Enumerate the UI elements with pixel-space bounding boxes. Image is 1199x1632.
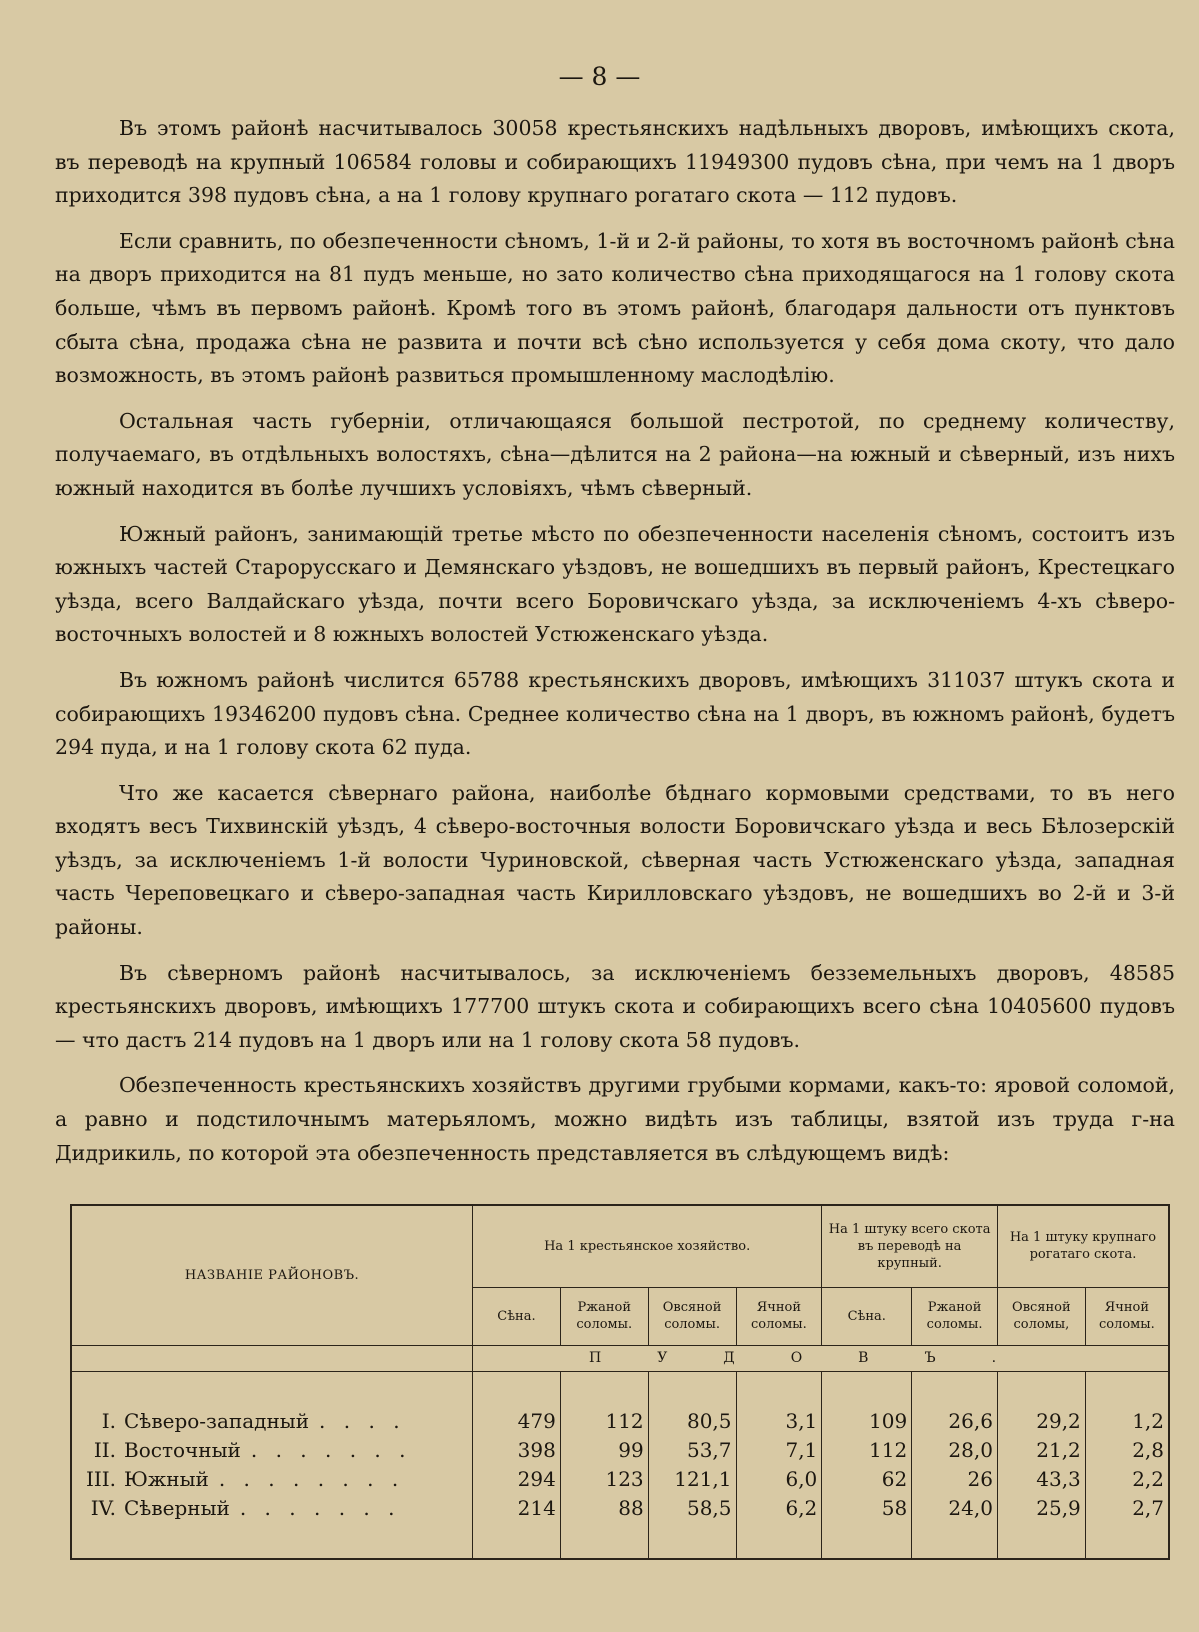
paragraph: Что же касается сѣвернаго района, наиболѣе бѣднаго кормовыми средствами, то въ него входятъ весъ Тихвинскій уѣздъ, 4 сѣверо-восточныя волости Боровичскаго уѣзда и весь Бѣлозерскій уѣздъ, за исключеніемъ 1-й волости Чуриновской, сѣверная часть Устюженскаго уѣзда, западная часть Череповецкаго и сѣверо-западная часть Кирилловскаго уѣздовъ, не вошедшихъ во 2-й и 3-й районы. — [55, 780, 1175, 940]
row-roman: IV. — [90, 1495, 116, 1520]
page-number: — 8 — — [558, 62, 641, 91]
paragraph: Обезпеченность крестьянскихъ хозяйствъ другими грубыми кормами, какъ-то: яровой соломой, а равно и подстилочнымъ матерьяломъ, можно видѣть изъ таблицы, взятой изъ труда г-на Дидрикиль, по которой эта обезпеченность представляется въ слѣдующемъ видѣ: — [55, 1073, 1175, 1165]
paragraph: Въ сѣверномъ районѣ насчитывалось, за исключеніемъ безземельныхъ дворовъ, 48585 крестьянскихъ дворовъ, имѣющихъ 177700 штукъ скота и собирающихъ всего сѣна 10405600 пудовъ — что дастъ 214 пудовъ на 1 дворъ или на 1 голову скота 58 пудовъ. — [55, 960, 1175, 1052]
column-header: Ржаной соломы. — [912, 1287, 998, 1345]
column-header: Овсяной соломы. — [648, 1287, 736, 1345]
leader-dots: . . . . — [319, 1408, 406, 1433]
group-header-per-household: На 1 крестьянское хозяйство. — [473, 1205, 822, 1287]
row-name: Восточный — [124, 1437, 241, 1462]
column-values: 29,2 21,2 43,3 25,9 — [997, 1371, 1085, 1559]
row-roman: II. — [93, 1437, 116, 1462]
group-header-per-livestock: На 1 штуку всего скота въ переводѣ на крупный. — [822, 1205, 998, 1287]
column-values: 3,1 7,1 6,0 6,2 — [736, 1371, 822, 1559]
row-roman: I. — [101, 1408, 116, 1433]
column-header: Овсяной соломы, — [997, 1287, 1085, 1345]
table-row — [76, 1494, 468, 1523]
row-name: Южный — [124, 1466, 209, 1491]
column-header: Сѣна. — [473, 1287, 561, 1345]
blank-cell — [71, 1345, 473, 1371]
group-header-per-cattle: На 1 штуку крупнаго рогатаго скота. — [997, 1205, 1169, 1287]
leader-dots: . . . . . . . . — [218, 1466, 405, 1491]
table-row — [76, 1407, 468, 1436]
column-values: 1,2 2,8 2,2 2,7 — [1085, 1371, 1169, 1559]
column-header: Ячной соломы. — [1085, 1287, 1169, 1345]
column-values: 112 99 123 88 — [560, 1371, 648, 1559]
paragraph: Южный районъ, занимающій третье мѣсто по обезпеченности населенія сѣномъ, состоитъ изъ южныхъ частей Старорусскаго и Демянскаго уѣздовъ, не вошедшихъ въ первый районъ, Крестецкаго уѣзда, всего Валдайскаго уѣзда, почти всего Боровичскаго уѣзда, за исключеніемъ 4-хъ сѣверо-восточныхъ волостей и 8 южныхъ волостей Устюженскаго уѣзда. — [55, 521, 1175, 647]
fodder-table — [70, 1204, 1170, 1560]
column-header: Ржаной соломы. — [560, 1287, 648, 1345]
paragraph: Если сравнить, по обезпеченности сѣномъ, 1-й и 2-й районы, то хотя въ восточномъ районѣ сѣна на дворъ приходится на 81 пудъ меньше, но зато количество сѣна приходящагося на 1 голову скота больше, чѣмъ въ первомъ районѣ. Кромѣ того въ этомъ районѣ, благодаря дальности отъ пунктовъ сбыта сѣна, продажа сѣна не развита и почти всѣ сѣно используется у себя дома скоту, что дало возможность, въ этомъ районѣ развиться промышленному маслодѣлію. — [55, 228, 1175, 388]
paragraph: Остальная часть губерніи, отличающаяся большой пестротой, по среднему количеству, получаемаго, въ отдѣльныхъ волостяхъ, сѣна—дѣлится на 2 района—на южный и сѣверный, изъ нихъ южный находится въ болѣе лучшихъ условіяхъ, чѣмъ сѣверный. — [55, 408, 1175, 500]
region-column-header: НАЗВАНІЕ РАЙОНОВЪ. — [71, 1205, 473, 1345]
row-roman: III. — [85, 1466, 116, 1491]
table-row — [76, 1465, 468, 1494]
column-values: 80,5 53,7 121,1 58,5 — [648, 1371, 736, 1559]
row-name: Сѣверо-западный — [124, 1408, 310, 1433]
paragraph: Въ этомъ районѣ насчитывалось 30058 крестьянскихъ надѣльныхъ дворовъ, имѣющихъ скота, въ переводѣ на крупный 106584 головы и собирающихъ 11949300 пудовъ сѣна, при чемъ на 1 дворъ приходится 398 пудовъ сѣна, а на 1 голову крупнаго рогатаго скота — 112 пудовъ. — [55, 116, 1175, 208]
table-row — [76, 1436, 468, 1465]
leader-dots: . . . . . . . — [239, 1495, 401, 1520]
column-header: Сѣна. — [822, 1287, 912, 1345]
column-values: 26,6 28,0 26 24,0 — [912, 1371, 998, 1559]
column-values: 109 112 62 58 — [822, 1371, 912, 1559]
column-values: 479 398 294 214 — [473, 1371, 561, 1559]
body-text — [55, 112, 1175, 1182]
unit-label: ПУДОВЪ. — [473, 1345, 1169, 1371]
row-name: Сѣверный — [124, 1495, 230, 1520]
region-names-cell — [71, 1371, 473, 1559]
leader-dots: . . . . . . . — [250, 1437, 412, 1462]
paragraph: Въ южномъ районѣ числится 65788 крестьянскихъ дворовъ, имѣющихъ 311037 штукъ скота и собирающихъ 19346200 пудовъ сѣна. Среднее количество сѣна на 1 дворъ, въ южномъ районѣ, будетъ 294 пуда, и на 1 голову скота 62 пуда. — [55, 667, 1175, 760]
column-header: Ячной соломы. — [736, 1287, 822, 1345]
